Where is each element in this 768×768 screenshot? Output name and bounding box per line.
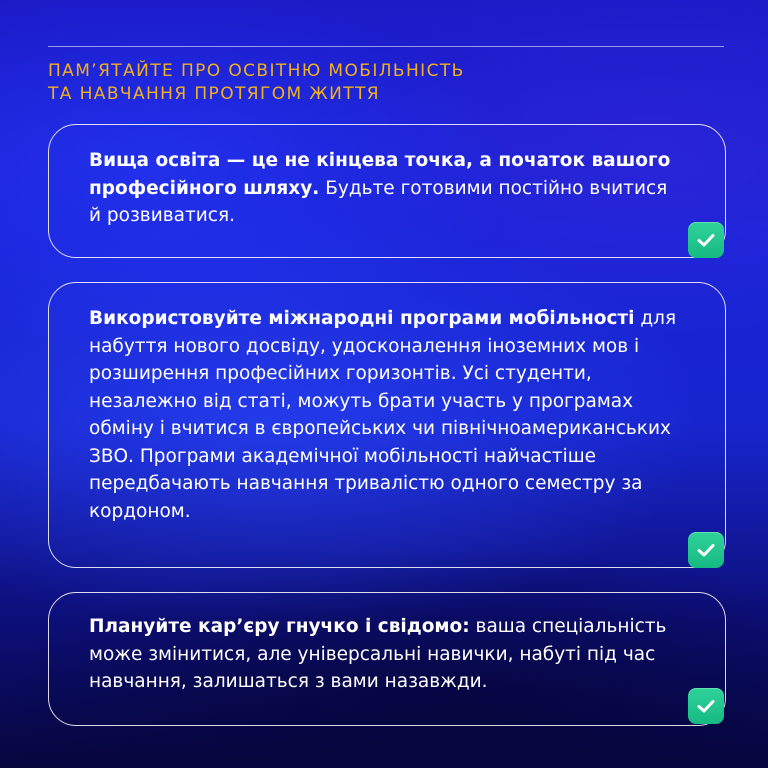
tip-card-bold: Вища освіта — це не кінцева точка, а початок вашого професійного шляху. xyxy=(89,150,671,199)
tip-card-mobility xyxy=(48,282,726,568)
tip-card-body: для набуття нового досвіду, удосконалення іноземних мов і розширення професійних горизонтів. Усі студенти, незалежно від статі, можуть брати участь у програмах обміну і вчитися в європейських чи північноамериканських ЗВО. Програми академічної мобільності найчастіше передбачають навчання тривалістю одного семестру за кордоном. xyxy=(89,308,677,522)
tip-card-career xyxy=(48,592,726,726)
tip-card-bold: Використовуйте міжнародні програми мобільності xyxy=(89,308,635,329)
heading-line-2: ТА НАВЧАННЯ ПРОТЯГОМ ЖИТТЯ xyxy=(48,84,380,104)
check-mark-icon xyxy=(688,222,724,258)
check-mark-icon xyxy=(688,532,724,568)
tip-card-body: ваша спеціальність може змінитися, але універсальні навички, набуті під час навчання, залишаться з вами назавжди. xyxy=(89,616,667,692)
heading-line-1: ПАМ’ЯТАЙТЕ ПРО ОСВІТНЮ МОБІЛЬНІСТЬ xyxy=(48,61,465,81)
tip-card-text xyxy=(89,147,677,230)
top-divider xyxy=(48,46,724,47)
tip-card-body: Будьте готовими постійно вчитися й розвиватися. xyxy=(89,177,668,226)
tip-card-higher-education xyxy=(48,124,726,258)
tip-card-text xyxy=(89,305,677,525)
tip-card-bold: Плануйте кар’єру гнучко і свідомо: xyxy=(89,616,470,637)
tip-card-text xyxy=(89,613,677,696)
page-heading xyxy=(48,60,648,106)
check-mark-icon xyxy=(688,688,724,724)
